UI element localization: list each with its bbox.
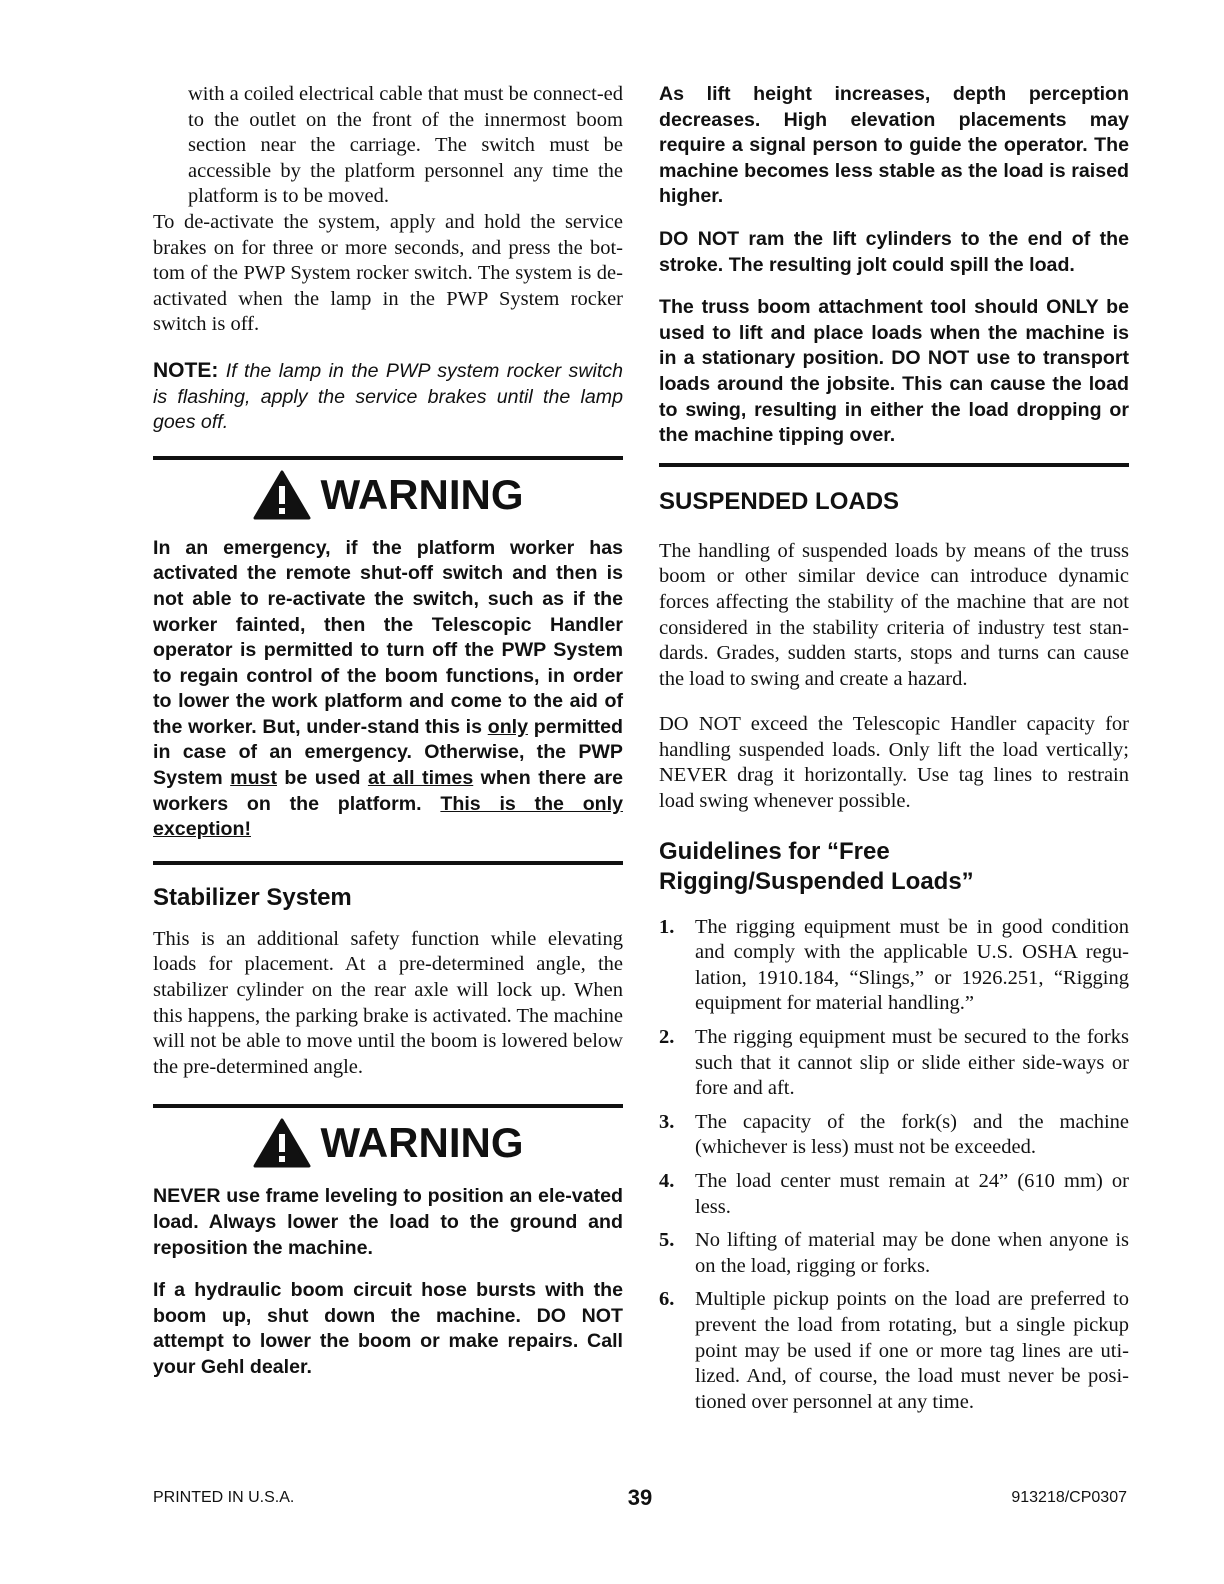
right-column: [659, 82, 1129, 1423]
stabilizer-paragraph: This is an additional safety function while elevating loads for placement. At a pre-determined angle, the stabilizer cylinder on the rear axle will lock up. When this happens, the parking brake is activated. The machine will not be able to move until the boom is lowered below the pre-determined angle.: [153, 927, 623, 1078]
guidelines-list: [659, 915, 1129, 1416]
warning-title-2: [153, 1112, 623, 1174]
list-item: 3. The capacity of the fork(s) and the machine (whichever is less) must not be exceeded.: [659, 1110, 1129, 1159]
warning-triangle-icon: [253, 1118, 311, 1168]
lift-height-warning: As lift height increases, depth perception decreases. High elevation placements may require a signal person to guide the operator. The machine becomes less stable as the load is raised higher.: [659, 83, 1129, 208]
list-item: 2. The rigging equipment must be secured to the forks such that it cannot slip or slide either side-ways or fore and aft.: [659, 1026, 1129, 1100]
warning-divider-1: [153, 861, 623, 865]
note-label: NOTE:: [153, 358, 219, 382]
suspended-paragraph-1: The handling of suspended loads by means of the truss boom or other similar device can introduce dynamic forces affecting the stability of the machine that are not considered in the stability criteria of industry test stan-dards. Grades, sudden starts, stops and turns can cause the load to swing and create a hazard.: [659, 539, 1129, 690]
right-warning-divider: [659, 463, 1129, 467]
warning-title-text-1: WARNING: [320, 470, 524, 518]
warning-box-1: [153, 456, 623, 865]
list-item: 6. Multiple pickup points on the load are preferred to prevent the load from rotating, but a single pickup point may be used if one or more tag lines are uti-lized. And, of course, the load must never be posi-tioned over personnel at any time.: [659, 1288, 1129, 1413]
left-column: [153, 82, 623, 1381]
deactivate-paragraph: To de-activate the system, apply and hold the service brakes on for three or more seconds, and press the bot-tom of the PWP System rocker switch. The system is de-activated when the lamp in the PWP System rocker switch is off.: [153, 210, 623, 336]
warning-title-text-2: WARNING: [320, 1119, 524, 1167]
warning-text-1: In an emergency, if the platform worker has activated the remote shut-off switch and then is not able to re-activate the switch, such as if the worker fainted, then the Telescopic Handler operator is permitted to turn off the PWP System to regain control of the boom functions, in order to lower the work platform and come to the aid of the worker. But, under-stand this is only permitted in case of an emergency. Otherwise, the PWP System must be used at all times when there are workers on the platform. This is the only exception!: [153, 536, 623, 841]
footer-printed: PRINTED IN U.S.A.: [153, 1489, 295, 1506]
note-text: If the lamp in the PWP system rocker switch is flashing, apply the service brakes until the lamp goes off.: [153, 359, 623, 434]
note-paragraph: [153, 358, 623, 436]
suspended-loads-heading: SUSPENDED LOADS: [659, 487, 900, 515]
warning-text-2b: If a hydraulic boom circuit hose bursts with the boom up, shut down the machine. DO NOT attempt to lower the boom or make repairs. Call your Gehl dealer.: [153, 1279, 623, 1378]
stabilizer-heading: Stabilizer System: [153, 883, 352, 911]
intro-paragraph: with a coiled electrical cable that must be connect-ed to the outlet on the front of the innermost boom section near the carriage. The switch must be accessible by the platform personnel any time the platform is to be moved.: [188, 83, 623, 208]
list-item: 4. The load center must remain at 24” (610 mm) or less.: [659, 1170, 1129, 1218]
warning-triangle-icon: [253, 470, 311, 520]
truss-boom-warning: The truss boom attachment tool should ONLY be used to lift and place loads when the machine is in a stationary position. DO NOT use to transport loads around the jobsite. This can cause the load to swing, resulting in either the load dropping or the machine tipping over.: [659, 296, 1129, 447]
page-number: 39: [627, 1485, 653, 1510]
list-item: 5. No lifting of material may be done when anyone is on the load, rigging or forks.: [659, 1229, 1129, 1277]
guidelines-heading: Guidelines for “Free Rigging/Suspended Loads”: [659, 837, 974, 895]
list-item: 1. The rigging equipment must be in good condition and comply with the applicable U.S. OSHA regu-lation, 1910.184, “Slings,” or 1926.251, “Rigging equipment for material handling.”: [659, 915, 1129, 1015]
page-footer: [153, 1485, 1127, 1511]
suspended-paragraph-2: DO NOT exceed the Telescopic Handler capacity for handling suspended loads. Only lift the load vertically; NEVER drag it horizontally. Use tag lines to restrain load swing whenever possible.: [659, 713, 1129, 813]
document-code: 913218/CP0307: [1011, 1489, 1127, 1506]
lift-cylinder-warning: DO NOT ram the lift cylinders to the end of the stroke. The resulting jolt could spill the load.: [659, 227, 1129, 276]
warning-text-2a: NEVER use frame leveling to position an ele-vated load. Always lower the load to the ground and reposition the machine.: [153, 1185, 623, 1259]
warning-title-1: [153, 464, 623, 526]
warning-box-2: [153, 1104, 623, 1380]
